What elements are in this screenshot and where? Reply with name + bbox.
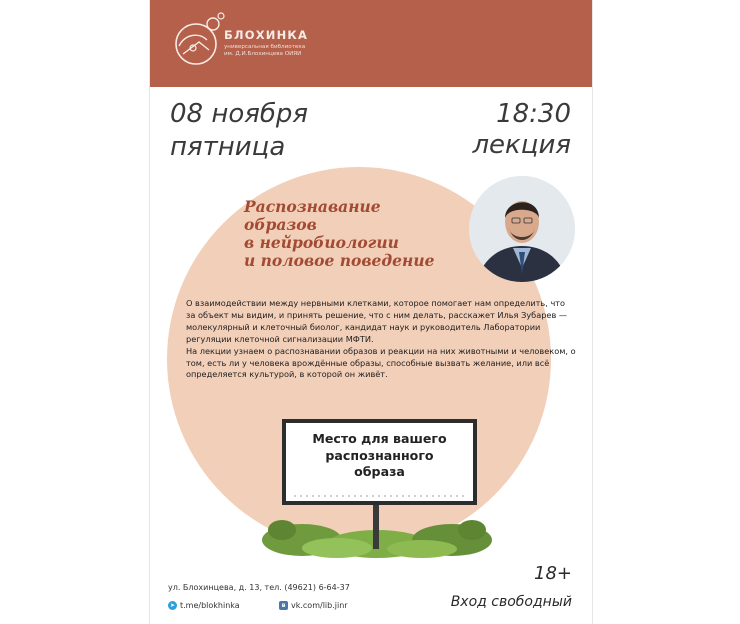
- library-address: ул. Блохинцева, д. 13, тел. (49621) 6-64-37: [168, 583, 350, 592]
- age-rating: 18+: [534, 563, 572, 584]
- title-line: Распознавание: [244, 197, 381, 216]
- event-time: 18:30: [496, 99, 571, 129]
- event-poster: [149, 0, 593, 624]
- header-banner: [150, 0, 592, 87]
- title-line: образов: [244, 215, 317, 234]
- speaker-photo: [469, 176, 575, 282]
- event-date: 08 ноября: [170, 99, 309, 129]
- lecture-title: [244, 198, 484, 270]
- billboard-text: [286, 431, 473, 481]
- title-line: и половое поведение: [244, 251, 435, 270]
- billboard-line: образа: [354, 464, 405, 479]
- telegram-link[interactable]: t.me/blokhinka: [180, 601, 240, 610]
- logo-subtitle-line: универсальная библиотека: [224, 44, 306, 50]
- vk-contact[interactable]: [279, 601, 348, 610]
- telegram-icon: ➤: [169, 602, 176, 609]
- logo-name: БЛОХИНКА: [224, 28, 309, 42]
- event-type: лекция: [472, 130, 571, 160]
- logo-subtitle-line: им. Д.И.Блохинцева ОИЯИ: [224, 51, 302, 57]
- entry-info: Вход свободный: [450, 594, 572, 610]
- billboard-pole: [373, 505, 379, 549]
- telegram-contact[interactable]: [168, 601, 240, 610]
- speaker-portrait-icon: [469, 176, 575, 282]
- description-paragraph: О взаимодействии между нервными клетками, которое помогает нам определить, что за объект мы видим, и принять решение, что с ним делать, расскажет Илья Зубарев — молекулярный и клеточный биолог, кандидат наук и руководитель Лаборатории регуляции клеточной сигнализации МФТИ.: [186, 298, 568, 344]
- vk-link[interactable]: vk.com/lib.jinr: [291, 601, 348, 610]
- billboard-line: распознанного: [325, 447, 434, 463]
- title-line: в нейробиологии: [244, 233, 399, 252]
- event-weekday: пятница: [170, 132, 286, 162]
- logo-subtitle: [224, 44, 305, 58]
- description-paragraph: На лекции узнаем о распознавании образов и реакции на них животными и человеком, о том, есть ли у человека врождённые образы, способные вызвать желание, или всё определяется культурой, в которой он живёт.: [186, 345, 576, 380]
- vk-icon: в: [279, 601, 288, 610]
- billboard: [282, 419, 477, 505]
- billboard-line: Место для вашего: [312, 431, 447, 446]
- library-logo-icon: [169, 10, 227, 72]
- billboard-lights: [294, 495, 465, 497]
- lecture-description: [186, 298, 576, 381]
